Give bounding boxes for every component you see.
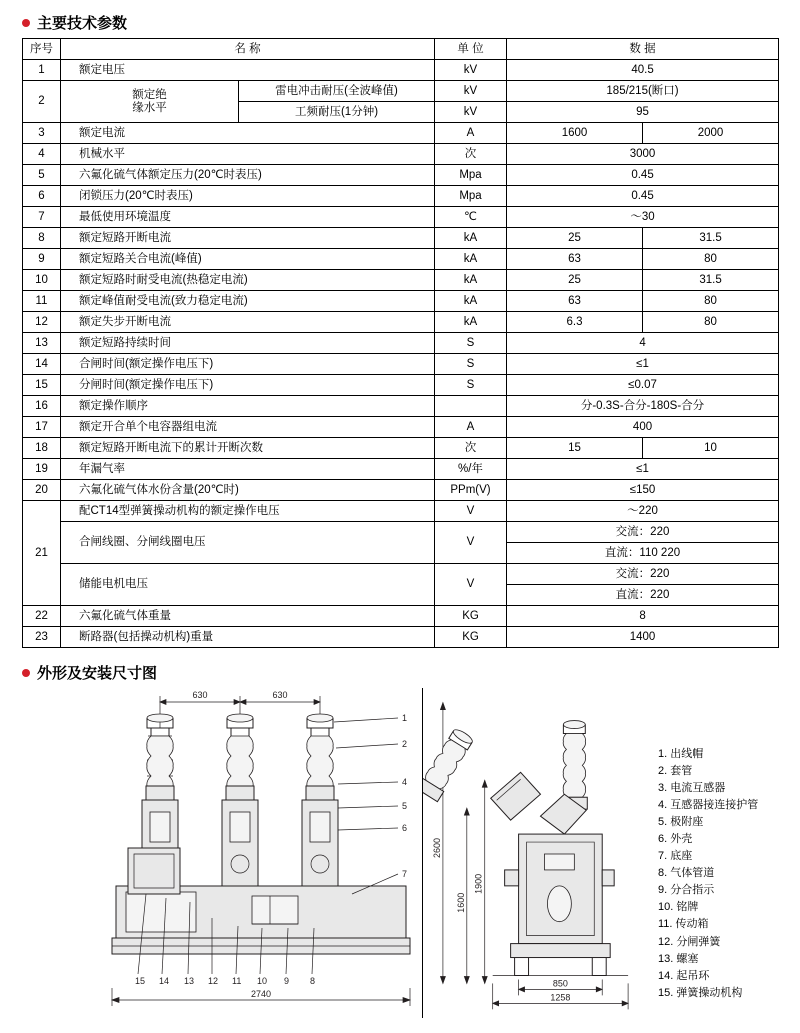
- row-name: 额定电压: [61, 60, 435, 81]
- table-row: [23, 333, 779, 354]
- row-unit: KG: [435, 627, 507, 648]
- row-name: 闭锁压力(20℃时表压): [61, 186, 435, 207]
- row-no: 20: [23, 480, 61, 501]
- row-name: 合闸时间(额定操作电压下): [61, 354, 435, 375]
- row-unit: V: [435, 501, 507, 522]
- row-name: 额定短路时耐受电流(热稳定电流): [61, 270, 435, 291]
- table-row: [23, 270, 779, 291]
- dim-1900: 1900: [473, 873, 484, 894]
- table-row: [23, 606, 779, 627]
- table-row: [23, 627, 779, 648]
- table-row: [23, 522, 779, 543]
- header-no: 序号: [23, 39, 61, 60]
- row-no: 14: [23, 354, 61, 375]
- row-data-1: 1600: [507, 123, 643, 144]
- table-row: [23, 564, 779, 585]
- row-data: 95: [507, 102, 779, 123]
- row-name: 六氟化硫气体水份含量(20℃时): [61, 480, 435, 501]
- callout-4: 4: [402, 777, 408, 787]
- row-name: 额定电流: [61, 123, 435, 144]
- row-unit: A: [435, 417, 507, 438]
- row-unit: 次: [435, 144, 507, 165]
- row-data: 3000: [507, 144, 779, 165]
- row-data: 4: [507, 333, 779, 354]
- row-no: 7: [23, 207, 61, 228]
- row-data-2: 10: [643, 438, 779, 459]
- table-row: [23, 228, 779, 249]
- row-unit: ℃: [435, 207, 507, 228]
- row-data: 185/215(断口): [507, 81, 779, 102]
- row-data-dc: 直流：110 220: [507, 543, 779, 564]
- row-data: ≤150: [507, 480, 779, 501]
- legend-item: 3. 电流互感器: [658, 782, 726, 795]
- row-unit: KG: [435, 606, 507, 627]
- callout-1: 1: [402, 713, 408, 723]
- table-row: [23, 123, 779, 144]
- row-name: 断路器(包括操动机构)重量: [61, 627, 435, 648]
- table-row: [23, 81, 779, 102]
- row-no: 3: [23, 123, 61, 144]
- row-no: 16: [23, 396, 61, 417]
- legend-item: 6. 外壳: [658, 833, 693, 846]
- legend-item: 4. 互感器接连接护管: [658, 799, 759, 812]
- row-name: 额定短路持续时间: [61, 333, 435, 354]
- row-data-ac: 交流：220: [507, 564, 779, 585]
- row-unit: %/年: [435, 459, 507, 480]
- row-unit: S: [435, 354, 507, 375]
- row-unit: V: [435, 564, 507, 606]
- legend-item: 13. 螺塞: [658, 952, 699, 965]
- row-no: 13: [23, 333, 61, 354]
- row-unit: [435, 396, 507, 417]
- row-no: 1: [23, 60, 61, 81]
- legend-item: 10. 铭牌: [658, 901, 699, 914]
- row-name: 最低使用环境温度: [61, 207, 435, 228]
- row-name: 额定短路关合电流(峰值): [61, 249, 435, 270]
- row-unit: kV: [435, 102, 507, 123]
- row-unit: kV: [435, 60, 507, 81]
- table-row: [23, 144, 779, 165]
- legend-item: 9. 分合指示: [658, 884, 715, 897]
- table-row: [23, 396, 779, 417]
- legend-item: 2. 套管: [658, 765, 693, 778]
- row-unit: 次: [435, 438, 507, 459]
- row-no: 6: [23, 186, 61, 207]
- callout-12: 12: [208, 976, 219, 986]
- side-view-drawing: [422, 688, 652, 1018]
- legend-item: 11. 传动箱: [658, 918, 709, 931]
- row-unit: Mpa: [435, 165, 507, 186]
- row-data-dc: 直流：220: [507, 585, 779, 606]
- dim-2600: 2600: [431, 838, 442, 858]
- row-data-1: 25: [507, 228, 643, 249]
- row-data: ≤0.07: [507, 375, 779, 396]
- callout-13: 13: [184, 976, 195, 986]
- row-no: 11: [23, 291, 61, 312]
- row-data-1: 6.3: [507, 312, 643, 333]
- callout-15: 15: [135, 976, 146, 986]
- row-data: ～220: [507, 501, 779, 522]
- table-row: [23, 459, 779, 480]
- row-name: 合闸线圈、分闸线圈电压: [61, 522, 435, 564]
- row-no: 15: [23, 375, 61, 396]
- row-unit: kA: [435, 228, 507, 249]
- row-unit: S: [435, 375, 507, 396]
- table-header-row: [23, 39, 779, 60]
- dim-2740: 2740: [250, 989, 272, 999]
- callout-9: 9: [284, 976, 290, 986]
- spring-mechanism-cabinet: [128, 848, 180, 894]
- legend-list: [658, 746, 758, 1002]
- row-data-2: 80: [643, 291, 779, 312]
- row-name: 额定峰值耐受电流(致力稳定电流): [61, 291, 435, 312]
- row-name: 额定开合单个电容器组电流: [61, 417, 435, 438]
- row-data-1: 15: [507, 438, 643, 459]
- table-row: [23, 480, 779, 501]
- legend-item: 8. 气体管道: [658, 867, 715, 880]
- row-name: 六氟化硫气体额定压力(20℃时表压): [61, 165, 435, 186]
- callout-7: 7: [402, 869, 408, 879]
- row-data-1: 25: [507, 270, 643, 291]
- row-data: 1400: [507, 627, 779, 648]
- row-name: 分闸时间(额定操作电压下): [61, 375, 435, 396]
- table-row: [23, 207, 779, 228]
- row-unit: V: [435, 522, 507, 564]
- row-unit: S: [435, 333, 507, 354]
- dim-630-a: 630: [192, 690, 208, 700]
- callout-14: 14: [159, 976, 170, 986]
- row-no: 5: [23, 165, 61, 186]
- row-data: 分-0.3S-合分-180S-合分: [507, 396, 779, 417]
- table-row: [23, 438, 779, 459]
- legend-item: 15. 弹簧操动机构: [658, 986, 743, 999]
- legend-item: 5. 极附座: [658, 816, 704, 829]
- legend-item: 12. 分闸弹簧: [658, 935, 721, 948]
- row-data-2: 80: [643, 249, 779, 270]
- row-unit: kA: [435, 270, 507, 291]
- row-no: 17: [23, 417, 61, 438]
- row-data-1: 63: [507, 291, 643, 312]
- row-subname: 工频耐压(1分钟): [239, 102, 435, 123]
- row-no: 21: [23, 501, 61, 606]
- row-unit: kA: [435, 291, 507, 312]
- table-row: [23, 291, 779, 312]
- row-no: 4: [23, 144, 61, 165]
- row-subname: 雷电冲击耐压(全波峰值): [239, 81, 435, 102]
- row-no: 22: [23, 606, 61, 627]
- row-data: 40.5: [507, 60, 779, 81]
- row-unit: PPm(V): [435, 480, 507, 501]
- callout-6: 6: [402, 823, 408, 833]
- row-data: ～30: [507, 207, 779, 228]
- row-name: 机械水平: [61, 144, 435, 165]
- header-name: 名 称: [61, 39, 435, 60]
- row-unit: kV: [435, 81, 507, 102]
- table-row: [23, 354, 779, 375]
- dim-1258: 1258: [550, 992, 571, 1003]
- row-data: 0.45: [507, 165, 779, 186]
- table-row: [23, 186, 779, 207]
- row-name: 储能电机电压: [61, 564, 435, 606]
- row-no: 8: [23, 228, 61, 249]
- row-data: ≤1: [507, 459, 779, 480]
- row-name: 额定绝 缘水平: [61, 81, 239, 123]
- dim-630-b: 630: [272, 690, 288, 700]
- spec-section-title: 主要技术参数: [22, 0, 800, 33]
- row-data: ≤1: [507, 354, 779, 375]
- table-row: [23, 249, 779, 270]
- header-unit: 单 位: [435, 39, 507, 60]
- legend-item: 1. 出线帽: [658, 748, 704, 760]
- row-data-2: 31.5: [643, 228, 779, 249]
- row-no: 10: [23, 270, 61, 291]
- row-no: 18: [23, 438, 61, 459]
- row-name: 额定短路开断电流: [61, 228, 435, 249]
- row-data-1: 63: [507, 249, 643, 270]
- bullet-icon: [22, 19, 30, 27]
- row-unit: Mpa: [435, 186, 507, 207]
- row-no: 19: [23, 459, 61, 480]
- callout-5: 5: [402, 801, 408, 811]
- table-row: [23, 501, 779, 522]
- row-data-ac: 交流：220: [507, 522, 779, 543]
- row-data-2: 2000: [643, 123, 779, 144]
- row-unit: kA: [435, 312, 507, 333]
- row-no: 2: [23, 81, 61, 123]
- table-row: [23, 417, 779, 438]
- dim-850: 850: [552, 978, 568, 989]
- front-view-drawing: [102, 688, 442, 1018]
- table-row: [23, 312, 779, 333]
- row-name: 配CT14型弹簧操动机构的额定操作电压: [61, 501, 435, 522]
- callout-2: 2: [402, 739, 408, 749]
- callout-8: 8: [310, 976, 316, 986]
- row-data: 400: [507, 417, 779, 438]
- dim-1600: 1600: [455, 892, 466, 913]
- row-name: 年漏气率: [61, 459, 435, 480]
- row-no: 23: [23, 627, 61, 648]
- callout-10: 10: [257, 976, 268, 986]
- dimension-drawings: [22, 688, 778, 1028]
- dimension-section-title: 外形及安装尺寸图: [22, 662, 800, 683]
- row-name: 额定短路开断电流下的累计开断次数: [61, 438, 435, 459]
- row-unit: A: [435, 123, 507, 144]
- bullet-icon: [22, 669, 30, 677]
- spec-table: [22, 38, 779, 648]
- row-name: 六氟化硫气体重量: [61, 606, 435, 627]
- row-data-2: 31.5: [643, 270, 779, 291]
- table-row: [23, 60, 779, 81]
- row-data-2: 80: [643, 312, 779, 333]
- row-data: 0.45: [507, 186, 779, 207]
- table-row: [23, 375, 779, 396]
- row-data: 8: [507, 606, 779, 627]
- row-no: 9: [23, 249, 61, 270]
- legend-item: 7. 底座: [658, 850, 693, 863]
- callout-11: 11: [232, 976, 242, 986]
- row-unit: kA: [435, 249, 507, 270]
- table-row: [23, 165, 779, 186]
- legend-item: 14. 起吊环: [658, 969, 710, 982]
- header-data: 数 据: [507, 39, 779, 60]
- row-name: 额定失步开断电流: [61, 312, 435, 333]
- row-name: 额定操作顺序: [61, 396, 435, 417]
- row-no: 12: [23, 312, 61, 333]
